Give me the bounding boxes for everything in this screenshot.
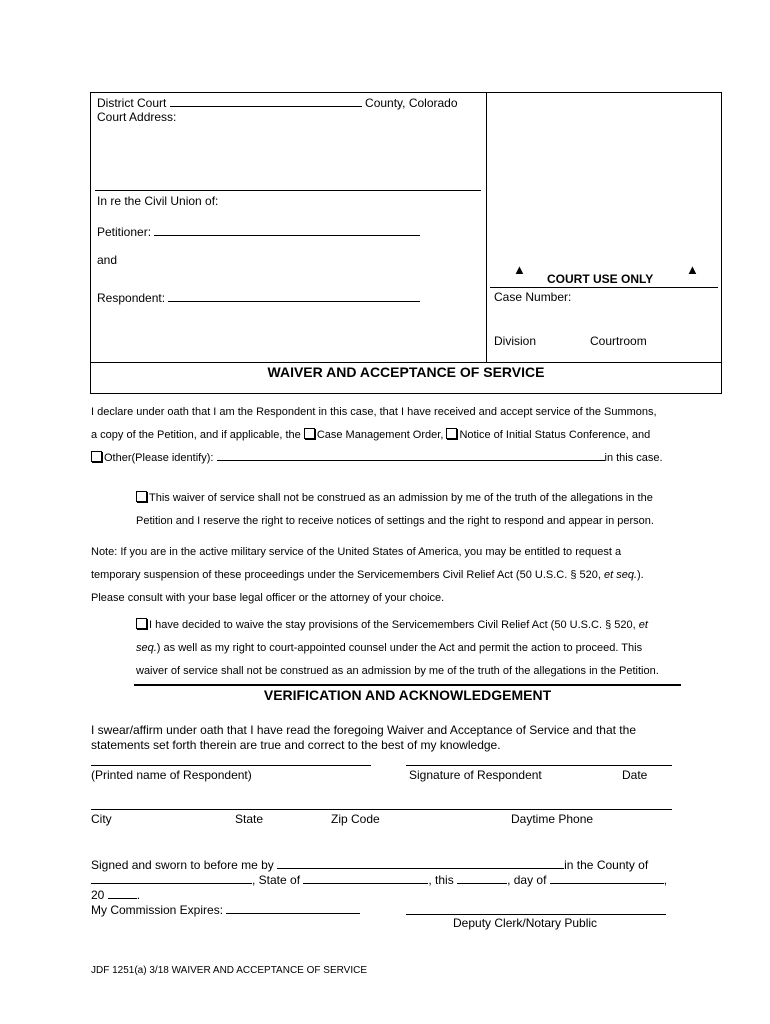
state-label: State [235,812,264,826]
arrow-up-icon: ▲ [513,262,526,277]
district-court-line [97,95,458,110]
declaration-paragraph [91,401,681,470]
stay-waiver [136,614,681,683]
year-line: 20 . [91,888,141,902]
verification-rule [134,684,681,686]
deputy-clerk-label: Deputy Clerk/Notary Public [453,916,598,930]
waiver-clause-checkbox[interactable] [136,491,147,502]
declaration-line-3: Other(Please identify): in this case. [91,447,681,470]
form-footer: JDF 1251(a) 3/18 WAIVER AND ACCEPTANCE OF SERVICE [91,965,368,976]
respondent-blank[interactable] [168,290,420,302]
party-section-divider [95,190,481,191]
military-note [91,541,681,610]
printed-name-label: (Printed name of Respondent) [91,768,252,782]
printed-name-line[interactable] [91,765,371,766]
verification-text-2: statements set forth therein are true and correct to the best of my knowledge. [91,738,501,752]
and-label: and [97,253,118,267]
petitioner-line [97,224,420,239]
city-label: City [91,812,112,826]
day-of-blank[interactable] [550,872,664,884]
district-court-label: District Court [97,96,167,110]
note-line-1: Note: If you are in the active military service of the United States of America, you may be entitled to request a [91,546,622,558]
commission-line: My Commission Expires: [91,902,360,917]
form-title: WAIVER AND ACCEPTANCE OF SERVICE [267,364,545,380]
other-checkbox[interactable] [91,451,102,462]
declaration-line-2: a copy of the Petition, and if applicable, the Case Management Order, Notice of Initial Status Conference, and [91,429,651,441]
verification-text-1: I swear/affirm under oath that I have read the foregoing Waiver and Acceptance of Service and that the [91,723,636,737]
sworn-by-blank[interactable] [277,857,564,869]
year-blank[interactable] [108,887,137,899]
county-blank[interactable] [91,872,252,884]
court-address-label: Court Address: [97,110,177,124]
notice-checkbox[interactable] [446,428,457,439]
case-management-checkbox[interactable] [304,428,315,439]
waiver-clause-line-2: Petition and I reserve the right to receive notices of settings and the right to respond and appear in person. [136,515,654,527]
district-court-blank[interactable] [170,95,362,107]
in-re-label: In re the Civil Union of: [97,194,219,208]
other-identify-blank[interactable] [217,449,605,461]
signature-line[interactable] [406,765,672,766]
phone-label: Daytime Phone [511,812,594,826]
petitioner-label: Petitioner: [97,225,152,239]
address-line[interactable] [91,809,672,810]
stay-waiver-line-2: seq.) as well as my right to court-appointed counsel under the Act and permit the action to proceed. This [136,642,643,654]
signature-label: Signature of Respondent [409,768,542,782]
respondent-line [97,290,420,305]
stay-waiver-checkbox[interactable] [136,618,147,629]
respondent-label: Respondent: [97,291,166,305]
verification-heading: VERIFICATION AND ACKNOWLEDGEMENT [263,687,552,703]
signed-sworn-line: Signed and sworn to before me by in the County of [91,858,649,872]
county-label: County, Colorado [365,96,458,110]
caption-box [90,92,722,394]
county-state-day-line: , State of , this , day of , [91,872,667,887]
court-use-only-label: COURT USE ONLY [547,272,654,286]
case-number-label: Case Number: [494,290,572,304]
stay-waiver-line-1: I have decided to waive the stay provisions of the Servicemembers Civil Relief Act (50 U.S.C. § 520, et [136,614,681,637]
declaration-line-1: I declare under oath that I am the Respondent in this case, that I have received and accept service of the Summons, [91,406,657,418]
arrow-up-icon: ▲ [686,262,699,277]
courtroom-label: Courtroom [590,334,647,348]
division-label: Division [494,334,537,348]
petitioner-blank[interactable] [154,224,420,236]
note-line-3: Please consult with your base legal officer or the attorney of your choice. [91,592,445,604]
date-label: Date [622,768,648,782]
caption-divider-vertical [486,93,487,362]
notary-signature-line[interactable] [406,914,666,915]
commission-blank[interactable] [226,902,360,914]
court-use-divider [490,287,718,288]
this-blank[interactable] [457,872,507,884]
state-blank[interactable] [303,872,428,884]
caption-title-divider [91,362,721,363]
zip-label: Zip Code [331,812,380,826]
note-line-2: temporary suspension of these proceedings under the Servicemembers Civil Relief Act (50 U.S.C. § 520, et seq.). [91,569,644,581]
waiver-clause-line-1: This waiver of service shall not be construed as an admission by me of the truth of the allegations in the [136,487,681,510]
stay-waiver-line-3: waiver of service shall not be construed as an admission by me of the truth of the allegations in the Petition. [136,665,659,677]
waiver-clause [136,487,681,533]
